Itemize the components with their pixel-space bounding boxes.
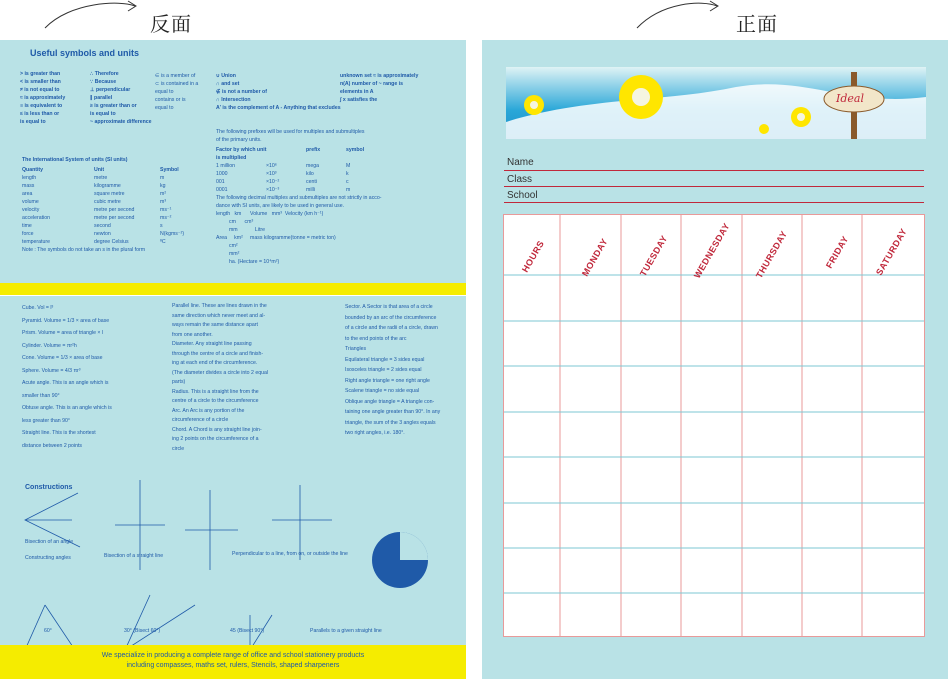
label-30: 30° (Bisect 60°): [124, 628, 161, 634]
label-perpendicular: Perpendicular to a line, from on, or outside the line: [232, 551, 348, 557]
label-constructing-angles: Constructing angles: [25, 555, 71, 561]
text-line: Triangles: [345, 346, 367, 352]
text-line: distance between 2 points: [22, 442, 82, 449]
text-line: same direction which never meet and al-: [172, 312, 266, 319]
text-line: Right angle triangle = one right angle: [345, 377, 430, 384]
prefix-intro: [216, 128, 365, 144]
table-cell: metre per second: [94, 207, 135, 213]
table-cell: m: [160, 175, 165, 181]
grid-lines: [504, 215, 924, 636]
text-line: Cone. Volume = 1/3 × area of base: [22, 355, 103, 361]
construction-diagrams: [0, 475, 466, 650]
table-cell: c: [346, 179, 349, 185]
table-row: [22, 214, 202, 222]
table-cell: acceleration: [22, 215, 50, 221]
table-cell: ×10⁻³: [266, 187, 280, 193]
timetable-grid: [503, 214, 925, 637]
si-header: Quantity: [22, 167, 44, 173]
text-line: Sector. A Sector is that area of a circle: [345, 304, 433, 310]
class-label: Class: [507, 174, 533, 185]
table-cell: ms⁻¹: [160, 207, 172, 213]
text-line: Sphere. Volume = 4/3 πr³: [22, 367, 81, 374]
text-line: triangle, the sum of the 3 angles equals: [345, 419, 436, 426]
table-cell: kilo: [306, 171, 314, 177]
day-header-thursday: THURSDAY: [754, 228, 790, 280]
text-line: bounded by an arc of the circumference: [345, 314, 437, 321]
text-line: cm cm³: [216, 219, 254, 225]
text-line: ≥ is greater than or: [90, 103, 137, 109]
text-line: ing 2 points on the circumference of a: [172, 436, 259, 442]
symbols-col2: [90, 70, 152, 126]
si-rows: [22, 174, 202, 246]
table-cell: temperature: [22, 239, 50, 245]
front-label: 正面: [736, 12, 778, 36]
text-line: ⊂ is contained in a: [155, 81, 199, 87]
footer-line: We specialize in producing a complete range of office and school stationery products: [101, 652, 365, 659]
text-line: taining one angle greater than 90°. In any: [345, 409, 441, 415]
table-row: [22, 190, 202, 198]
text-line: The following decimal multiples and submultiples are not strictly in acco-: [216, 195, 382, 201]
text-line: n(A) number of ~ range is: [340, 81, 403, 87]
text-line: ≈ is approximately: [20, 95, 66, 101]
text-line: less greater than 90°: [22, 417, 70, 424]
text-line: elements in A: [340, 89, 374, 95]
text-line: Cube. Vol = l³: [22, 305, 54, 311]
front-header: [482, 0, 948, 40]
table-cell: newton: [94, 231, 111, 237]
text-line: ing at each end of the circumference.: [172, 360, 258, 366]
prefix-sub: is multiplied: [216, 155, 247, 161]
school-label: School: [507, 190, 538, 201]
table-cell: cubic metre: [94, 199, 121, 205]
text-line: of a circle and the radii of a circle, drawn: [345, 325, 438, 331]
table-cell: mega: [306, 163, 319, 169]
text-line: Radius. This is a straight line from the: [172, 388, 259, 395]
text-line: centre of a circle to the circumference: [172, 398, 259, 404]
symbols-title: Useful symbols and units: [30, 48, 140, 58]
text-line: Parallel line. These are lines drawn in the: [172, 303, 267, 309]
text-line: ∉ is not a number of: [216, 89, 267, 95]
text-line: Acute angle. This is an angle which is: [22, 380, 109, 386]
si-note: Note : The symbols do not take an s in the plural form: [22, 247, 146, 253]
geometry-col3: [345, 302, 440, 439]
day-header-wednesday: WEDNESDAY: [692, 221, 732, 280]
text-line: is equal to: [90, 111, 116, 117]
prefix-header: symbol: [346, 147, 365, 153]
geometry-col2: [172, 302, 268, 454]
text-line: ≤ is less than or: [20, 111, 60, 117]
text-line: parts): [172, 379, 186, 385]
prefix-table: [216, 146, 416, 266]
text-line: equal to: [155, 89, 174, 95]
table-cell: centi: [306, 179, 317, 185]
footer-line: including compasses, maths set, rulers, Stencils, shaped sharpeners: [126, 662, 340, 669]
text-line: Equilateral triangle = 3 sides equal: [345, 356, 425, 363]
text-line: (The diameter divides a circle into 2 equal: [172, 369, 269, 376]
table-cell: square metre: [94, 191, 125, 197]
text-line: ∪ Union: [216, 73, 236, 79]
ideal-banner: [506, 67, 926, 139]
text-line: Oblique angle triangle = A triangle con-: [345, 398, 435, 405]
table-cell: milli: [306, 187, 315, 193]
day-header-hours: HOURS: [520, 238, 547, 274]
table-row: [22, 238, 202, 246]
text-line: ∩ and set: [216, 81, 240, 87]
text-line: The following prefixes will be used for multiples and submultiples: [216, 129, 365, 135]
symbols-col1: [20, 70, 65, 126]
school-line[interactable]: [504, 202, 924, 203]
label-parallels: Parallels to a given straight line: [310, 628, 382, 634]
text-line: circumference of a circle: [172, 417, 229, 423]
day-header-friday: FRIDAY: [824, 234, 851, 270]
table-row: [22, 198, 202, 206]
text-line: Cylinder. Volume = πr²h: [22, 342, 77, 349]
banner-sign-text: Ideal: [836, 92, 864, 105]
label-60: 60°: [44, 628, 52, 634]
text-line: through the centre of a circle and finish-: [172, 350, 264, 357]
table-row: [22, 182, 202, 190]
symbols-col3: [155, 72, 198, 112]
table-cell: N(kgms⁻²): [160, 231, 185, 237]
table-cell: ×10⁻²: [266, 179, 280, 185]
text-line: ∥ parallel: [90, 95, 113, 101]
table-cell: ms⁻²: [160, 215, 172, 221]
symbols-col5: [340, 72, 418, 104]
prefix-extra: [216, 210, 416, 266]
day-header-monday: MONDAY: [580, 236, 610, 278]
table-cell: kilogramme: [94, 183, 121, 189]
text-line: Straight line. This is the shortest: [22, 430, 96, 436]
constructions-title: Constructions: [25, 484, 73, 491]
label-bisection-angle: Bisection of an angle: [25, 539, 74, 545]
text-line: circle: [172, 445, 185, 452]
si-header-row: [22, 166, 202, 174]
text-line: of the primary units.: [216, 137, 262, 143]
si-title: The International System of units (SI units): [22, 157, 128, 163]
table-cell: volume: [22, 199, 39, 205]
table-row: [216, 186, 416, 194]
text-line: Diameter. Any straight line passing: [172, 341, 252, 347]
table-cell: k: [346, 171, 349, 177]
table-cell: metre: [94, 175, 108, 181]
text-line: smaller than 90°: [22, 392, 60, 399]
text-line: ∴ Therefore: [90, 71, 119, 77]
table-cell: 0001: [216, 187, 228, 193]
yellow-band-top: [0, 283, 466, 295]
text-line: < is smaller than: [20, 79, 61, 85]
text-line: Scalene triangle = no side equal: [345, 388, 419, 394]
divider: [0, 295, 466, 296]
table-cell: length: [22, 175, 37, 181]
table-cell: 1 million: [216, 163, 236, 169]
text-line: ⊥ perpendicular: [90, 87, 131, 93]
symbols-col4: [216, 72, 341, 112]
table-cell: force: [22, 231, 34, 237]
table-cell: ×10³: [266, 171, 277, 177]
table-cell: metre per second: [94, 215, 135, 221]
table-cell: kg: [160, 183, 166, 189]
text-line: ∵ Because: [90, 79, 117, 85]
table-cell: velocity: [22, 207, 40, 213]
geometry-col1: [22, 302, 112, 452]
si-header: Unit: [94, 167, 105, 173]
name-line[interactable]: [504, 170, 924, 171]
table-cell: 001: [216, 179, 225, 185]
sector-pie: [372, 532, 428, 588]
text-line: from one another.: [172, 331, 213, 338]
text-line: Prism. Volume = area of triangle × l: [22, 330, 104, 336]
si-table: [22, 166, 202, 254]
text-line: contains or is: [155, 97, 186, 103]
text-line: ∈ is a member of: [155, 73, 196, 79]
table-cell: m³: [160, 199, 167, 205]
text-line: > is greater than: [20, 71, 61, 77]
text-line: Chord. A Chord is any straight line join-: [172, 426, 262, 433]
text-line: ∩ Intersection: [216, 97, 251, 103]
table-row: [216, 178, 416, 186]
text-line: ∫ x satisfies the: [340, 97, 378, 103]
text-line: Pyramid. Volume = 1/3 × area of base: [22, 317, 110, 324]
table-cell: ºC: [160, 239, 166, 245]
table-cell: time: [22, 223, 32, 229]
text-line: ≠ is not equal to: [20, 87, 60, 93]
name-label: Name: [507, 157, 534, 168]
text-line: Isosceles triangle = 2 sides equal: [345, 367, 422, 373]
text-line: to the end points of the arc: [345, 335, 407, 342]
day-header-saturday: SATURDAY: [874, 226, 909, 277]
prefix-note: [216, 194, 416, 210]
table-cell: second: [94, 223, 111, 229]
table-cell: m²: [160, 191, 167, 197]
text-line: mm Litre: [216, 227, 266, 233]
back-page: [0, 40, 466, 679]
text-line: Area km² mass kilogramme(tonne = metric ton): [216, 235, 336, 241]
text-line: two right angles, i.e. 180°.: [345, 430, 405, 436]
text-line: equal to: [155, 105, 174, 111]
back-label: 反面: [150, 12, 192, 36]
label-bisection-line: Bisection of a straight line: [104, 553, 164, 559]
table-cell: mass: [22, 183, 35, 189]
table-cell: degree Celsius: [94, 239, 129, 245]
table-cell: m: [346, 187, 351, 193]
table-row: [22, 206, 202, 214]
back-header: [0, 0, 466, 40]
text-line: is equal to: [20, 119, 46, 125]
text-line: ~ approximate difference: [90, 119, 152, 125]
prefix-rows: [216, 162, 416, 194]
text-line: ≡ is equivalent to: [20, 103, 63, 109]
text-line: mm²: [216, 251, 240, 257]
table-row: [22, 230, 202, 238]
prefix-header: Factor by which unit: [216, 147, 267, 153]
table-cell: 1000: [216, 171, 228, 177]
text-line: dance with SI units, are likely to be used in general use.: [216, 203, 345, 209]
text-line: length km Volume mm³ Velocity (km h⁻¹): [216, 211, 324, 217]
table-cell: s: [160, 223, 163, 229]
text-line: unknown set ≈ is approximately: [340, 73, 419, 79]
label-45: 45 (Bisect 90°): [230, 628, 265, 634]
si-header: Symbol: [160, 167, 179, 173]
table-cell: ×10⁶: [266, 163, 277, 169]
table-cell: area: [22, 191, 33, 197]
text-line: cm²: [216, 243, 238, 249]
day-header-tuesday: TUESDAY: [638, 233, 670, 278]
text-line: ways remain the same distance apart: [172, 322, 258, 328]
class-line[interactable]: [504, 186, 924, 187]
table-row: [216, 162, 416, 170]
front-page: [482, 40, 948, 679]
yellow-band-footer: [0, 645, 466, 679]
prefix-header-row: [216, 146, 416, 154]
text-line: Arc. An Arc is any portion of the: [172, 407, 245, 414]
text-line: Obtuse angle. This is an angle which is: [22, 405, 112, 411]
table-row: [216, 170, 416, 178]
table-row: [22, 222, 202, 230]
text-line: A' is the complement of A - Anything that excludes: [216, 105, 341, 111]
prefix-header: prefix: [306, 147, 321, 153]
text-line: ha. (Hectare = 10⁴m²): [216, 259, 280, 265]
table-cell: M: [346, 163, 351, 169]
table-row: [22, 174, 202, 182]
